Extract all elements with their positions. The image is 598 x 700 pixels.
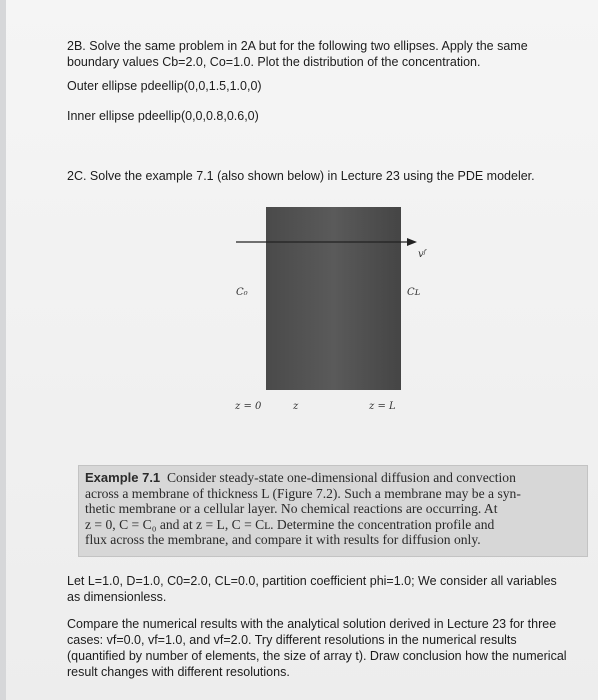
flow-arrow-icon — [407, 238, 417, 246]
example-title: Example 7.1 — [85, 470, 161, 485]
compare-line-2: cases: vf=0.0, vf=1.0, and vf=2.0. Try different resolutions in the numerical results — [67, 633, 517, 647]
vf-label: vᶠ — [418, 249, 426, 260]
example-box — [78, 465, 588, 557]
compare-line-3: (quantified by number of elements, the size of array t). Draw conclusion how the numerical — [67, 649, 567, 663]
membrane-figure — [211, 205, 451, 420]
cl-label: Cʟ — [407, 287, 421, 298]
membrane-block — [266, 207, 401, 390]
example-line-5: flux across the membrane, and compare it with results for diffusion only. — [85, 532, 481, 547]
example-line-4: z = 0, C = C₀ and at z = L, C = Cʟ. Determine the concentration profile and — [85, 516, 495, 532]
document-page — [6, 0, 598, 700]
zl-label: z = L — [369, 401, 396, 412]
compare-line-4: result changes with different resolutions. — [67, 665, 290, 679]
example-line-2: across a membrane of thickness L (Figure 7.2). Such a membrane may be a syn- — [85, 485, 521, 501]
compare-line-1: Compare the numerical results with the analytical solution derived in Lecture 23 for three — [67, 617, 557, 631]
q2b-line-2: boundary values Cb=2.0, Co=1.0. Plot the distribution of the concentration. — [67, 55, 481, 69]
z0-label: z = 0 — [235, 401, 262, 412]
example-line-3: thetic membrane or a cellular layer. No chemical reactions are occurring. At — [85, 501, 498, 516]
inner-ellipse-spec: Inner ellipse pdeellip(0,0,0.8,0.6,0) — [67, 109, 259, 123]
outer-ellipse-spec: Outer ellipse pdeellip(0,0,1.5,1.0,0) — [67, 79, 262, 93]
c0-label: C₀ — [236, 287, 248, 298]
params-line-1: Let L=1.0, D=1.0, C0=2.0, CL=0.0, partition coefficient phi=1.0; We consider all variables — [67, 574, 557, 588]
q2c-line-1: 2C. Solve the example 7.1 (also shown below) in Lecture 23 using the PDE modeler. — [67, 169, 535, 183]
example-line-1: Consider steady-state one-dimensional diffusion and convection — [166, 470, 516, 485]
q2b-line-1: 2B. Solve the same problem in 2A but for the following two ellipses. Apply the same — [67, 39, 528, 53]
z-label: z — [293, 401, 299, 412]
params-line-2: as dimensionless. — [67, 590, 167, 604]
example-text — [85, 470, 579, 548]
